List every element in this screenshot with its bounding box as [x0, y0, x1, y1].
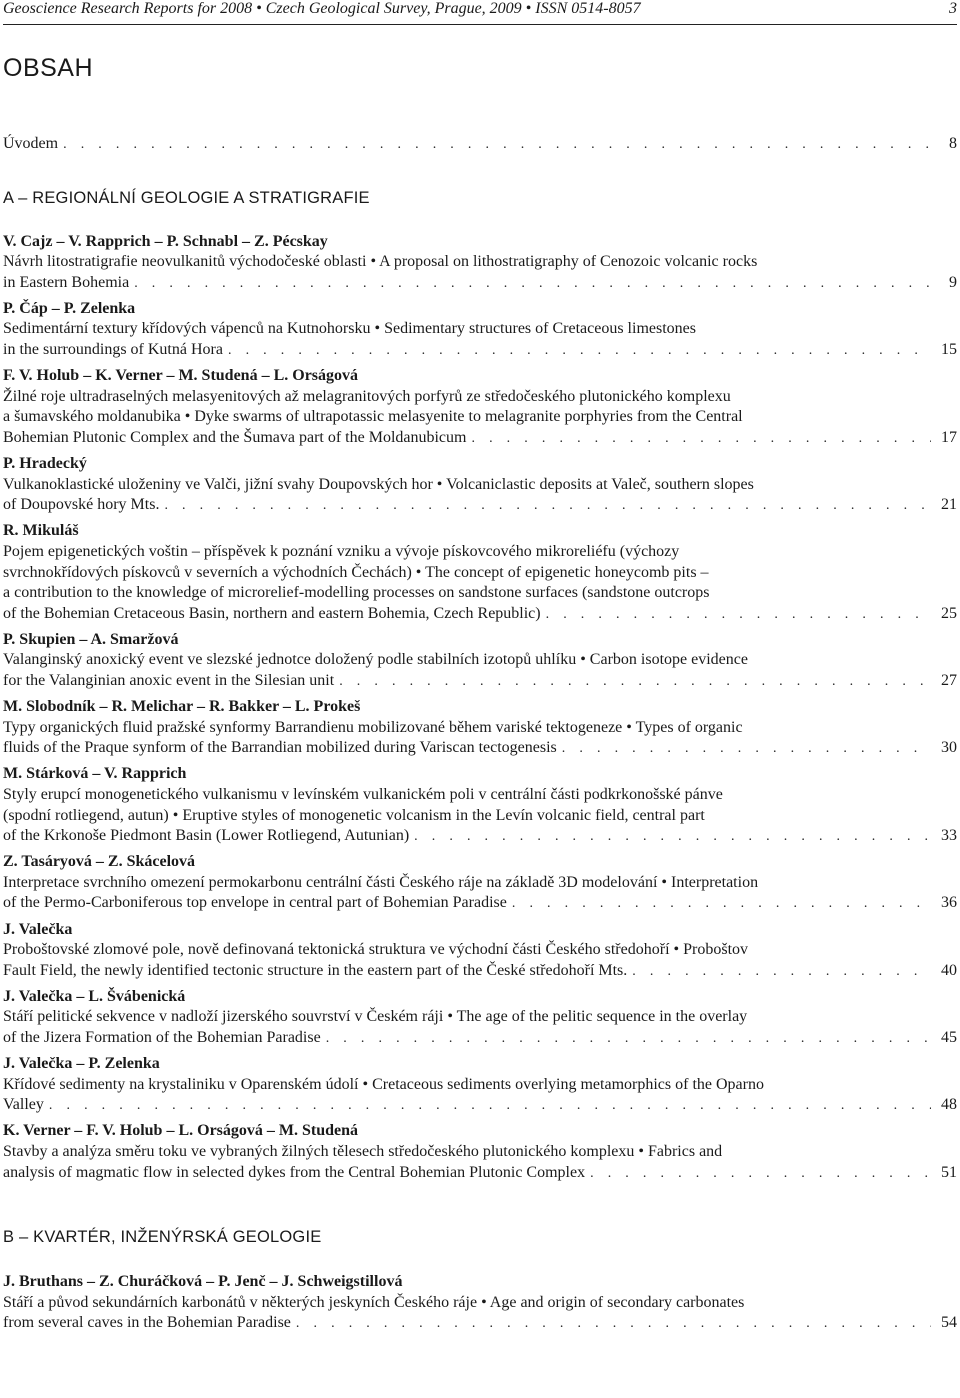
entry-title-line: Sedimentární textury křídových vápenců na Kutnohorsku • Sedimentary structures of Cretaceous limestones [3, 320, 696, 338]
entry-page: 25 [941, 604, 957, 622]
toc-entry[interactable] [3, 1121, 957, 1184]
section-b-title: B – KVARTÉR, INŽENÝRSKÁ GEOLOGIE [3, 1228, 322, 1247]
dot-leader [228, 341, 931, 362]
intro-page: 8 [949, 135, 957, 152]
dot-leader [326, 1029, 931, 1050]
entry-page: 48 [941, 1096, 957, 1114]
intro-label: Úvodem [3, 135, 59, 152]
entry-title-line: Valanginský anoxický event ve slezské jednotce doložený podle stabilních izotopů uhlíku • Carbon isotope evidence [3, 651, 748, 669]
entry-title-last-line: of the Permo-Carboniferous top envelope in central part of Bohemian Paradise [3, 894, 507, 912]
entry-title-last-line: in the surroundings of Kutná Hora [3, 341, 223, 359]
entry-title-last-line: Fault Field, the newly identified tectonic structure in the eastern part of the České středohoří Mts. [3, 961, 628, 979]
entry-title-last-line: of the Bohemian Cretaceous Basin, northern and eastern Bohemia, Czech Republic) [3, 604, 541, 622]
dot-leader [562, 739, 931, 760]
toc-entry[interactable] [3, 987, 957, 1050]
entry-title-last-line: of Doupovské hory Mts. [3, 496, 160, 514]
toc-entry[interactable] [3, 1054, 957, 1117]
entry-authors: M. Stárková – V. Rapprich [3, 765, 187, 783]
entry-page: 51 [941, 1163, 957, 1181]
entry-page: 17 [941, 428, 957, 446]
dot-leader [546, 605, 931, 626]
entry-authors: M. Slobodník – R. Melichar – R. Bakker – L. Prokeš [3, 698, 361, 716]
dot-leader [49, 1096, 931, 1117]
dot-leader [164, 496, 931, 517]
entry-page: 45 [941, 1028, 957, 1046]
toc-entry[interactable] [3, 630, 957, 693]
toc-entry[interactable] [3, 852, 957, 915]
entry-authors: J. Valečka [3, 920, 73, 938]
entry-title-last-line: for the Valanginian anoxic event in the Silesian unit [3, 671, 335, 689]
dot-leader [296, 1314, 931, 1335]
entry-page: 36 [941, 894, 957, 912]
entry-authors: P. Čáp – P. Zelenka [3, 299, 136, 317]
entry-title-last-line: fluids of the Praque synform of the Barrandian mobilized during Variscan tectogenesis [3, 739, 557, 757]
entry-authors: J. Valečka – L. Švábenická [3, 987, 186, 1005]
running-header [3, 0, 957, 24]
entry-authors: Z. Tasáryová – Z. Skácelová [3, 853, 196, 871]
entry-title-line: a contribution to the knowledge of microrelief-modelling processes on sandstone surfaces (sandstone outcrops [3, 584, 710, 602]
entry-title-line: Typy organických fluid pražské synformy Barrandienu mobilizované během variské tektogeneze • Types of organic [3, 718, 743, 736]
toc-entry[interactable] [3, 764, 957, 847]
entry-page: 33 [941, 827, 957, 845]
entry-title-last-line: of the Krkonoše Piedmont Basin (Lower Rotliegend, Autunian) [3, 827, 410, 845]
toc-entry[interactable] [3, 697, 957, 760]
dot-leader [134, 274, 931, 295]
entry-title-last-line: in Eastern Bohemia [3, 273, 130, 291]
dot-leader [63, 135, 931, 156]
dot-leader [471, 429, 931, 450]
entry-authors: J. Valečka – P. Zelenka [3, 1055, 160, 1073]
toc-entry[interactable] [3, 299, 957, 362]
entry-page: 9 [949, 273, 957, 291]
entry-title-last-line: Valley [3, 1096, 44, 1114]
entry-title-line: svrchnokřídových pískovců v severních a východních Čechách) • The concept of epigenetic honeycomb pits – [3, 563, 709, 581]
entry-authors: P. Hradecký [3, 455, 87, 473]
entry-authors: K. Verner – F. V. Holub – L. Orságová – M. Studená [3, 1122, 359, 1140]
toc-entry[interactable] [3, 366, 957, 449]
contents-title: OBSAH [3, 54, 94, 82]
entry-authors: V. Cajz – V. Rapprich – P. Schnabl – Z. Pécskay [3, 232, 328, 250]
entry-title-last-line: Bohemian Plutonic Complex and the Šumava part of the Moldanubicum [3, 428, 467, 446]
entry-title-line: (spodní rotliegend, autun) • Eruptive styles of monogenetic volcanism in the Levín volcanic field, central part [3, 806, 705, 824]
section-b-entries [3, 1272, 957, 1335]
entry-page: 27 [941, 671, 957, 689]
entry-title-line: Žilné roje ultradraselných melasyenitových až melagranitových porfyrů ze středočeského plutonického komplexu [3, 387, 731, 405]
document-page [3, 0, 957, 1398]
entry-title-line: a šumavského moldanubika • Dyke swarms of ultrapotassic melasyenite to melagranite porphyries from the Central [3, 408, 743, 426]
entry-title-line: Pojem epigenetických voštin – příspěvek k poznání vzniku a vývoje pískovcového mikroreliéfu (výchozy [3, 542, 680, 560]
toc-entry[interactable] [3, 232, 957, 295]
toc-entry[interactable] [3, 1272, 957, 1335]
entry-title-line: Styly erupcí monogenetického vulkanismu v levínském vulkanickém poli v centrální části podkrkonošské pánve [3, 785, 723, 803]
entry-title-line: Stáří pelitické sekvence v nadloží jizerského souvrství v Českém ráji • The age of the pelitic sequence in the overlay [3, 1008, 748, 1026]
header-rule [3, 24, 957, 25]
entry-title-line: Stáří a původ sekundárních karbonátů v některých jeskyních Českého ráje • Age and origin of secondary carbonates [3, 1293, 745, 1311]
entry-page: 54 [941, 1314, 957, 1332]
entry-title-line: Návrh litostratigrafie neovulkanitů východočeské oblasti • A proposal on lithostratigraphy of Cenozoic volcanic rocks [3, 253, 758, 271]
section-a-entries [3, 232, 957, 1185]
dot-leader [339, 672, 931, 693]
dot-leader [632, 962, 931, 983]
entry-title-line: Interpretace svrchního omezení permokarbonu centrální části Českého ráje na základě 3D modelování • Interpretation [3, 873, 759, 891]
toc-entry[interactable] [3, 521, 957, 625]
toc-entry[interactable] [3, 454, 957, 517]
section-a-title: A – REGIONÁLNÍ GEOLOGIE A STRATIGRAFIE [3, 188, 370, 207]
entry-title-line: Stavby a analýza směru toku ve vybraných žilných tělesech středočeského plutonického komplexu • Fabrics and [3, 1142, 723, 1160]
toc-intro-line[interactable] [3, 134, 957, 156]
entry-authors: F. V. Holub – K. Verner – M. Studená – L. Orságová [3, 367, 359, 385]
journal-citation: Geoscience Research Reports for 2008 • Czech Geological Survey, Prague, 2009 • ISSN 0514-8057 [3, 0, 641, 17]
dot-leader [512, 894, 931, 915]
dot-leader [414, 827, 931, 848]
entry-title-line: Vulkanoklastické uloženiny ve Valči, jižní svahy Doupovských hor • Volcaniclastic deposits at Valeč, southern slopes [3, 475, 754, 493]
entry-title-line: Proboštovské zlomové pole, nově definovaná tektonická struktura ve východní části Českého středohoří • Proboštov [3, 941, 749, 959]
entry-title-last-line: analysis of magmatic flow in selected dykes from the Central Bohemian Plutonic Complex [3, 1163, 586, 1181]
entry-page: 40 [941, 961, 957, 979]
entry-page: 15 [941, 341, 957, 359]
entry-page: 30 [941, 739, 957, 757]
entry-authors: J. Bruthans – Z. Churáčková – P. Jenč – J. Schweigstillová [3, 1273, 403, 1291]
entry-title-last-line: from several caves in the Bohemian Paradise [3, 1314, 291, 1332]
toc-entry[interactable] [3, 920, 957, 983]
entry-title-last-line: of the Jizera Formation of the Bohemian Paradise [3, 1028, 321, 1046]
entry-page: 21 [941, 496, 957, 514]
entry-authors: P. Skupien – A. Smaržová [3, 630, 179, 648]
entry-title-line: Křídové sedimenty na krystaliniku v Oparenském údolí • Cretaceous sediments overlying metamorphics of the Oparno [3, 1075, 764, 1093]
dot-leader [590, 1164, 931, 1185]
entry-authors: R. Mikuláš [3, 522, 79, 540]
page-number: 3 [949, 0, 957, 17]
